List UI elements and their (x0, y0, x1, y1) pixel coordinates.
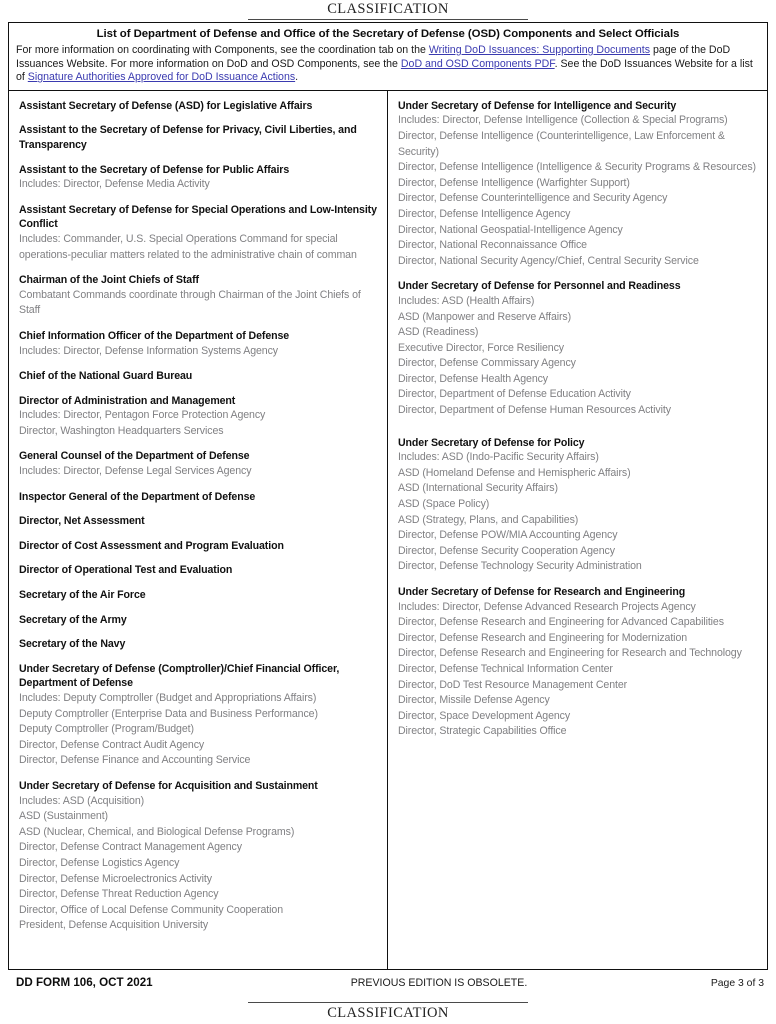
component-official-title: Under Secretary of Defense for Research and Engineering (398, 586, 686, 598)
top-classification-banner (0, 0, 776, 20)
component-included-org: Director, National Geospatial-Intelligence Agency (398, 223, 623, 236)
component-official-title: Secretary of the Navy (19, 638, 126, 651)
component-included-org: ASD (Strategy, Plans, and Capabilities) (398, 513, 579, 526)
component-entry (19, 99, 379, 114)
component-included-org: Director, Defense Intelligence (Warfighter Support) (398, 176, 630, 189)
component-entry (19, 563, 379, 578)
component-official-title: Under Secretary of Defense for Policy (398, 436, 585, 449)
component-included-org: Director, Department of Defense Education Activity (398, 388, 631, 401)
component-included-org: Director, Defense Research and Engineering for Advanced Capabilities (398, 616, 724, 629)
component-official-title: Director of Cost Assessment and Program Evaluation (19, 539, 284, 552)
right-column-components-list (388, 91, 767, 969)
component-entry (19, 779, 379, 934)
component-included-org: ASD (Space Policy) (398, 498, 490, 511)
component-included-org: Director, Department of Defense Human Resources Activity (398, 404, 671, 417)
instruction-paragraph (16, 44, 760, 85)
component-entry (19, 662, 379, 769)
component-included-org: Director, National Security Agency/Chief, Central Security Service (398, 254, 699, 267)
component-included-org: Director, Office of Local Defense Community Cooperation (19, 903, 283, 916)
link-dod-and-osd-components-pdf[interactable]: DoD and OSD Components PDF (400, 57, 555, 70)
link-writing-dod-issuances-supporting-documents[interactable]: Writing DoD Issuances: Supporting Documents (428, 44, 651, 56)
component-entry (398, 436, 759, 575)
instruction-text-segment-3: . See the DoD Issuances Website for a list of (16, 57, 753, 84)
component-included-org: Director, Defense POW/MIA Accounting Agency (398, 529, 618, 542)
component-official-title: Director of Operational Test and Evaluation (19, 564, 233, 577)
component-entry (19, 490, 379, 505)
form-body-frame (8, 22, 768, 970)
component-included-org: ASD (Readiness) (398, 326, 479, 339)
component-included-org: Director, Defense Technology Security Administration (398, 560, 642, 573)
component-official-title: Inspector General of the Department of Defense (19, 490, 256, 503)
form-footer (8, 976, 770, 989)
component-included-org: Director, Defense Finance and Accounting Service (19, 754, 251, 767)
component-included-org: Deputy Comptroller (Program/Budget) (19, 723, 194, 736)
component-official-title: Secretary of the Air Force (19, 589, 146, 602)
component-official-title: Chairman of the Joint Chiefs of Staff (19, 274, 199, 287)
component-included-org: Includes: Commander, U.S. Special Operations Command for special operations-peculiar matters related to the administrative chain of comman (19, 232, 357, 261)
component-included-org: Director, Defense Microelectronics Activity (19, 872, 212, 885)
component-official-title: Assistant Secretary of Defense for Special Operations and Low-Intensity Conflict (19, 203, 377, 231)
component-entry (19, 449, 379, 479)
component-included-org: Includes: Director, Defense Legal Services Agency (19, 465, 252, 478)
component-included-org: Director, Strategic Capabilities Office (398, 725, 567, 738)
component-entry (19, 539, 379, 554)
component-included-org: Director, DoD Test Resource Management Center (398, 678, 628, 691)
page-number: Page 3 of 3 (710, 978, 764, 989)
link-signature-authorities-approved-for-dod-issuance-actions[interactable]: Signature Authorities Approved for DoD Issuance Actions (27, 71, 296, 84)
component-included-org: Director, Defense Logistics Agency (19, 856, 180, 869)
component-official-title: Assistant to the Secretary of Defense for Privacy, Civil Liberties, and Transparency (19, 124, 357, 151)
component-official-title: Under Secretary of Defense for Acquisition and Sustainment (19, 779, 318, 792)
component-included-org: Director, Defense Intelligence (Intelligence & Security Programs & Resources) (398, 161, 756, 174)
bottom-classification-rule (248, 1002, 528, 1003)
component-entry (19, 637, 379, 652)
component-entry (19, 514, 379, 529)
component-included-org: ASD (Homeland Defense and Hemispheric Affairs) (398, 466, 631, 479)
component-included-org: Includes: ASD (Health Affairs) (398, 294, 535, 307)
instruction-header-cell (9, 23, 767, 91)
component-official-title: Assistant Secretary of Defense (ASD) for Legislative Affairs (19, 99, 313, 112)
component-official-title: Director of Administration and Management (19, 394, 236, 407)
component-included-org: Director, Defense Technical Information Center (398, 662, 613, 675)
previous-edition-notice: PREVIOUS EDITION IS OBSOLETE. (350, 977, 528, 989)
component-included-org: Includes: Director, Defense Information Systems Agency (19, 344, 278, 357)
component-included-org: Director, Defense Counterintelligence and Security Agency (398, 192, 668, 205)
component-included-org: Director, Defense Research and Engineering for Research and Technology (398, 647, 742, 660)
component-included-org: Director, National Reconnaissance Office (398, 239, 587, 252)
component-entry (19, 123, 379, 152)
component-entry (19, 588, 379, 603)
component-included-org: Includes: Director, Pentagon Force Protection Agency (19, 409, 266, 422)
component-official-title: Under Secretary of Defense for Intelligence and Security (398, 99, 677, 112)
component-included-org: Director, Defense Intelligence Agency (398, 207, 571, 220)
top-classification-rule (248, 19, 528, 20)
bottom-classification-banner (0, 1002, 776, 1022)
component-included-org: Includes: ASD (Indo-Pacific Security Affairs) (398, 451, 599, 464)
component-included-org: Director, Defense Security Cooperation Agency (398, 544, 615, 557)
component-included-org: Deputy Comptroller (Enterprise Data and Business Performance) (19, 707, 318, 720)
component-included-org: Director, Space Development Agency (398, 709, 571, 722)
component-included-org: Director, Missile Defense Agency (398, 694, 550, 707)
component-included-org: Includes: Director, Defense Advanced Research Projects Agency (398, 600, 696, 613)
component-included-org: ASD (Manpower and Reserve Affairs) (398, 310, 572, 323)
component-included-org: Includes: ASD (Acquisition) (19, 794, 145, 807)
component-included-org: ASD (Nuclear, Chemical, and Biological Defense Programs) (19, 825, 295, 838)
instruction-text-segment-2: page of the DoD Issuances Website. For more information on DoD and OSD Components, see the (16, 44, 731, 70)
component-official-title: Assistant to the Secretary of Defense for Public Affairs (19, 163, 290, 176)
component-entry (19, 369, 379, 384)
component-entry (19, 394, 379, 440)
component-included-org: Includes: Director, Defense Intelligence (Collection & Special Programs) (398, 114, 728, 127)
component-included-org: Director, Defense Intelligence (Counterintelligence, Law Enforcement & Security) (398, 129, 725, 158)
component-official-title: Under Secretary of Defense for Personnel and Readiness (398, 280, 681, 293)
component-included-org: President, Defense Acquisition University (19, 919, 209, 932)
component-official-title: Secretary of the Army (19, 613, 127, 626)
component-entry (19, 273, 379, 319)
component-entry (19, 163, 379, 193)
component-included-org: ASD (Sustainment) (19, 810, 108, 823)
component-entry (19, 613, 379, 628)
left-column-components-list (9, 91, 388, 969)
component-included-org: Includes: Deputy Comptroller (Budget and Appropriations Affairs) (19, 692, 317, 704)
component-included-org: ASD (International Security Affairs) (398, 482, 558, 495)
component-official-title: Under Secretary of Defense (Comptroller)/Chief Financial Officer, Department of Defense (19, 662, 340, 690)
component-official-title: Chief of the National Guard Bureau (19, 370, 193, 383)
component-official-title: Chief Information Officer of the Department of Defense (19, 329, 290, 342)
components-columns (9, 91, 767, 969)
component-included-org: Director, Washington Headquarters Services (19, 424, 224, 437)
component-included-org: Director, Defense Research and Engineering for Modernization (398, 631, 688, 644)
component-entry (398, 585, 759, 740)
component-entry (19, 203, 379, 263)
component-entry (19, 329, 379, 359)
component-entry (398, 99, 759, 270)
instruction-text-segment-1: For more information on coordinating with Components, see the coordination tab on the (16, 44, 429, 56)
component-included-org: Director, Defense Threat Reduction Agency (19, 888, 219, 901)
component-included-org: Director, Defense Contract Management Agency (19, 841, 242, 854)
component-official-title: Director, Net Assessment (19, 515, 145, 528)
component-official-title: General Counsel of the Department of Defense (19, 450, 250, 463)
component-included-org: Director, Defense Contract Audit Agency (19, 738, 205, 751)
component-included-org: Executive Director, Force Resiliency (398, 341, 564, 354)
component-entry (398, 279, 759, 418)
component-included-org: Includes: Director, Defense Media Activity (19, 178, 210, 191)
form-identifier: DD FORM 106, OCT 2021 (16, 976, 153, 989)
component-included-org: Director, Defense Health Agency (398, 372, 549, 385)
bottom-classification-label: CLASSIFICATION (327, 1005, 449, 1021)
component-included-org: Director, Defense Commissary Agency (398, 357, 576, 370)
instruction-text-segment-4: . (295, 71, 299, 84)
top-classification-label: CLASSIFICATION (327, 1, 449, 17)
component-included-org: Combatant Commands coordinate through Chairman of the Joint Chiefs of Staff (19, 288, 361, 317)
page-title: List of Department of Defense and Office of the Secretary of Defense (OSD) Components and Select Officials (96, 28, 680, 40)
